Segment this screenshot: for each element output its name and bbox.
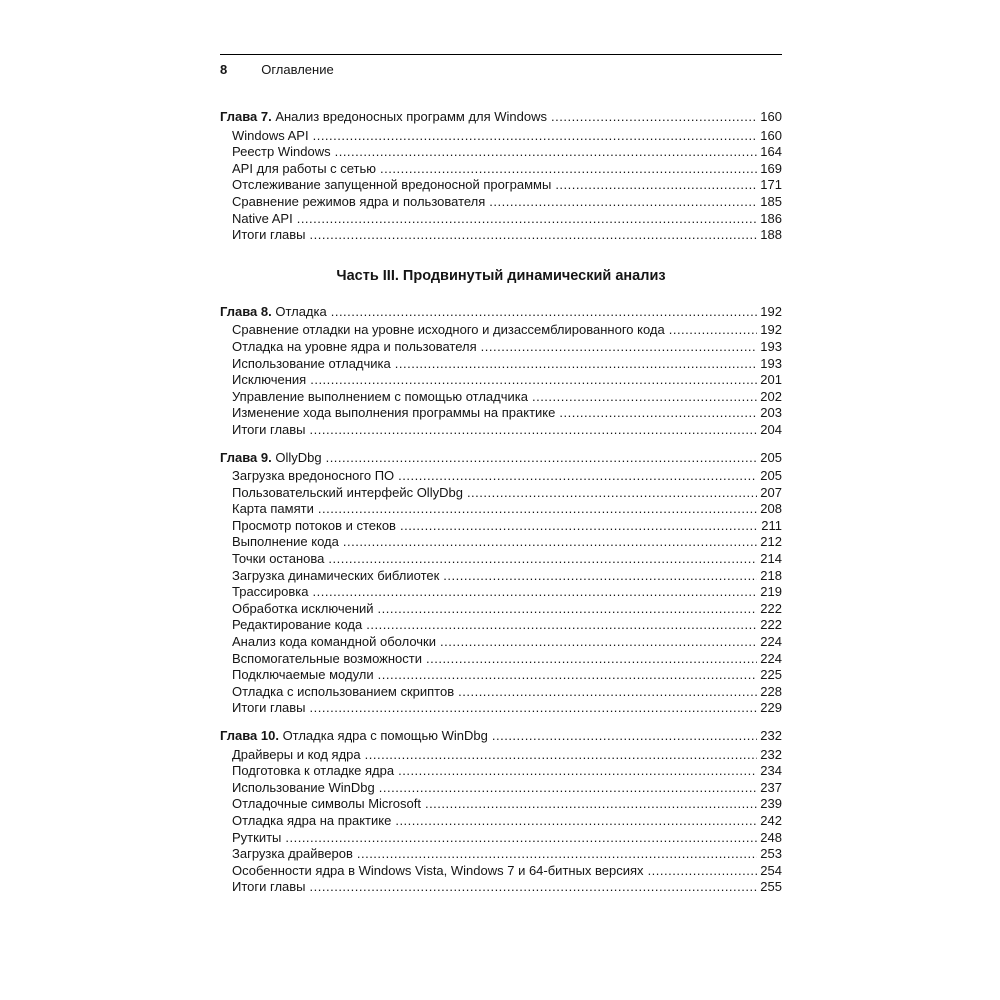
dot-leader	[318, 501, 757, 518]
page-header	[220, 54, 782, 77]
dot-leader	[379, 780, 758, 797]
entry-title: Сравнение отладки на уровне исходного и дизассемблированного кода	[232, 322, 665, 338]
page-ref: 234	[760, 763, 782, 779]
chapter-block	[220, 304, 782, 439]
toc-entry	[220, 177, 782, 194]
page-ref: 205	[760, 468, 782, 484]
page-ref: 205	[760, 449, 782, 465]
toc-entry	[220, 617, 782, 634]
entry-title: Подключаемые модули	[232, 667, 374, 683]
page-ref: 211	[761, 517, 782, 533]
page-ref: 169	[760, 160, 782, 176]
toc-entry	[220, 211, 782, 228]
entry-title: Руткиты	[232, 829, 282, 845]
entry-title: OllyDbg	[275, 449, 322, 465]
dot-leader	[481, 339, 758, 356]
toc-entry	[220, 339, 782, 356]
entry-title: Отслеживание запущенной вредоносной программы	[232, 177, 552, 193]
page-ref: 224	[760, 634, 782, 650]
entry-title: Карта памяти	[232, 501, 314, 517]
entry-title: Итоги главы	[232, 421, 306, 437]
toc-entry	[220, 144, 782, 161]
dot-leader	[285, 830, 757, 847]
toc-entry	[220, 128, 782, 145]
entry-title: Особенности ядра в Windows Vista, Windows 7 и 64-битных версиях	[232, 862, 644, 878]
dot-leader	[366, 617, 757, 634]
dot-leader	[551, 109, 757, 126]
page-number: 8	[220, 62, 228, 77]
chapter-heading	[220, 304, 782, 321]
page-ref: 208	[760, 501, 782, 517]
dot-leader	[313, 584, 758, 601]
page-ref: 255	[760, 879, 782, 895]
page-ref: 192	[760, 322, 782, 338]
toc-entry	[220, 468, 782, 485]
toc-entry	[220, 501, 782, 518]
chapter-heading	[220, 109, 782, 126]
dot-leader	[357, 846, 757, 863]
dot-leader	[532, 389, 757, 406]
entry-title: Отладка ядра на практике	[232, 812, 392, 828]
toc-entry	[220, 422, 782, 439]
toc-entry	[220, 601, 782, 618]
dot-leader	[328, 551, 757, 568]
entry-title: Анализ кода командной оболочки	[232, 634, 437, 650]
dot-leader	[489, 194, 757, 211]
page-ref: 188	[760, 227, 782, 243]
dot-leader	[335, 144, 758, 161]
page-ref: 212	[760, 534, 782, 550]
page-ref: 201	[760, 372, 782, 388]
page-ref: 237	[760, 779, 782, 795]
chapter-label: Глава 10.	[220, 728, 283, 743]
entry-title: Сравнение режимов ядра и пользователя	[232, 193, 486, 209]
entry-title: Пользовательский интерфейс OllyDbg	[232, 484, 463, 500]
toc-entry	[220, 389, 782, 406]
entry-title: Драйверы и код ядра	[232, 746, 361, 762]
page-ref: 202	[760, 388, 782, 404]
dot-leader	[492, 728, 757, 745]
dot-leader	[326, 450, 758, 467]
dot-leader	[310, 372, 757, 389]
entry-title: Точки останова	[232, 551, 325, 567]
entry-title: Загрузка динамических библиотек	[232, 567, 440, 583]
entry-title: Отладка ядра с помощью WinDbg	[282, 728, 488, 743]
dot-leader	[398, 468, 757, 485]
page-ref: 224	[760, 650, 782, 666]
toc-page	[220, 54, 782, 907]
chapter-block	[220, 109, 782, 244]
dot-leader	[395, 813, 757, 830]
toc-entry	[220, 780, 782, 797]
entry-title: Подготовка к отладке ядра	[232, 763, 395, 779]
part-heading: Часть III. Продвинутый динамический анализ	[336, 267, 666, 284]
dot-leader	[310, 879, 758, 896]
entry-title: Обработка исключений	[232, 600, 374, 616]
page-ref: 242	[760, 812, 782, 828]
toc-entry	[220, 485, 782, 502]
toc-entry	[220, 356, 782, 373]
page-ref: 207	[760, 484, 782, 500]
toc-entry	[220, 747, 782, 764]
toc-entry	[220, 405, 782, 422]
page-ref: 160	[760, 109, 782, 124]
page-ref: 248	[760, 829, 782, 845]
dot-leader	[458, 684, 757, 701]
toc-entry	[220, 796, 782, 813]
toc-entry	[220, 551, 782, 568]
dot-leader	[400, 518, 758, 535]
page-ref: 253	[760, 846, 782, 862]
dot-leader	[426, 651, 757, 668]
chapter-label: Глава 8.	[220, 303, 276, 319]
page-ref: 193	[760, 355, 782, 371]
dot-leader	[343, 534, 757, 551]
dot-leader	[467, 485, 757, 502]
dot-leader	[378, 667, 758, 684]
dot-leader	[395, 356, 758, 373]
toc-entry	[220, 684, 782, 701]
page-ref: 225	[760, 667, 782, 683]
toc-entry	[220, 667, 782, 684]
page-ref: 160	[760, 127, 782, 143]
toc-entry	[220, 584, 782, 601]
entry-title: Отладка	[275, 303, 327, 319]
page-ref: 214	[760, 551, 782, 567]
page-ref: 204	[760, 421, 782, 437]
dot-leader	[331, 304, 758, 321]
dot-leader	[440, 634, 757, 651]
dot-leader	[669, 322, 758, 339]
entry-title: Использование отладчика	[232, 355, 391, 371]
dot-leader	[365, 747, 758, 764]
toc-list	[220, 109, 782, 896]
page-ref: 254	[760, 862, 782, 878]
entry-title: Итоги главы	[232, 700, 306, 716]
entry-title: Загрузка вредоносного ПО	[232, 468, 395, 484]
chapter-heading	[220, 728, 782, 745]
page-ref: 186	[760, 210, 782, 226]
toc-entry	[220, 227, 782, 244]
page-ref: 222	[760, 617, 782, 633]
entry-title: Редактирование кода	[232, 617, 363, 633]
page-ref: 228	[760, 683, 782, 699]
page-ref: 185	[760, 193, 782, 209]
page-ref: 219	[760, 584, 782, 600]
entry-title: Вспомогательные возможности	[232, 650, 422, 666]
entry-title: Отладка с использованием скриптов	[232, 683, 455, 699]
chapter-block	[220, 450, 782, 718]
entry-title: Анализ вредоносных программ для Windows	[275, 109, 548, 124]
page-ref: 229	[760, 700, 782, 716]
toc-entry	[220, 846, 782, 863]
dot-leader	[313, 128, 758, 145]
header-title: Оглавление	[261, 62, 334, 77]
chapter-label: Глава 9.	[220, 449, 276, 465]
entry-title: Реестр Windows	[232, 144, 331, 160]
toc-entry	[220, 568, 782, 585]
toc-entry	[220, 830, 782, 847]
toc-entry	[220, 161, 782, 178]
entry-title: Выполнение кода	[232, 534, 339, 550]
dot-leader	[297, 211, 758, 228]
page-ref: 203	[760, 405, 782, 421]
chapter-heading	[220, 450, 782, 467]
entry-title: Использование WinDbg	[232, 779, 375, 795]
toc-entry	[220, 634, 782, 651]
dot-leader	[378, 601, 758, 618]
toc-entry	[220, 372, 782, 389]
page-ref: 218	[760, 567, 782, 583]
toc-entry	[220, 651, 782, 668]
entry-title: Исключения	[232, 372, 307, 388]
entry-title: Windows API	[232, 127, 309, 143]
entry-title: Изменение хода выполнения программы на практике	[232, 405, 556, 421]
toc-entry	[220, 322, 782, 339]
entry-title: Трассировка	[232, 584, 309, 600]
chapter-block	[220, 728, 782, 896]
entry-title: Итоги главы	[232, 879, 306, 895]
entry-title: Native API	[232, 210, 293, 226]
page-ref: 232	[760, 728, 782, 743]
page-ref: 239	[760, 796, 782, 812]
page-ref: 232	[760, 746, 782, 762]
toc-entry	[220, 763, 782, 780]
chapter-label: Глава 7.	[220, 109, 276, 124]
dot-leader	[310, 700, 758, 717]
page-ref: 171	[760, 177, 782, 193]
dot-leader	[555, 177, 757, 194]
dot-leader	[398, 763, 757, 780]
toc-entry	[220, 700, 782, 717]
toc-entry	[220, 534, 782, 551]
entry-title: API для работы с сетью	[232, 160, 377, 176]
dot-leader	[310, 422, 758, 439]
toc-entry	[220, 863, 782, 880]
toc-entry	[220, 194, 782, 211]
dot-leader	[559, 405, 757, 422]
page-ref: 222	[760, 600, 782, 616]
toc-entry	[220, 813, 782, 830]
dot-leader	[425, 796, 757, 813]
page-ref: 164	[760, 144, 782, 160]
dot-leader	[310, 227, 758, 244]
entry-title: Отладка на уровне ядра и пользователя	[232, 338, 477, 354]
page-ref: 192	[760, 303, 782, 319]
dot-leader	[380, 161, 757, 178]
dot-leader	[648, 863, 758, 880]
entry-title: Управление выполнением с помощью отладчика	[232, 388, 528, 404]
page-ref: 193	[760, 338, 782, 354]
entry-title: Просмотр потоков и стеков	[232, 517, 396, 533]
dot-leader	[443, 568, 757, 585]
entry-title: Загрузка драйверов	[232, 846, 353, 862]
entry-title: Отладочные символы Microsoft	[232, 796, 421, 812]
toc-entry	[220, 518, 782, 535]
toc-entry	[220, 879, 782, 896]
entry-title: Итоги главы	[232, 227, 306, 243]
